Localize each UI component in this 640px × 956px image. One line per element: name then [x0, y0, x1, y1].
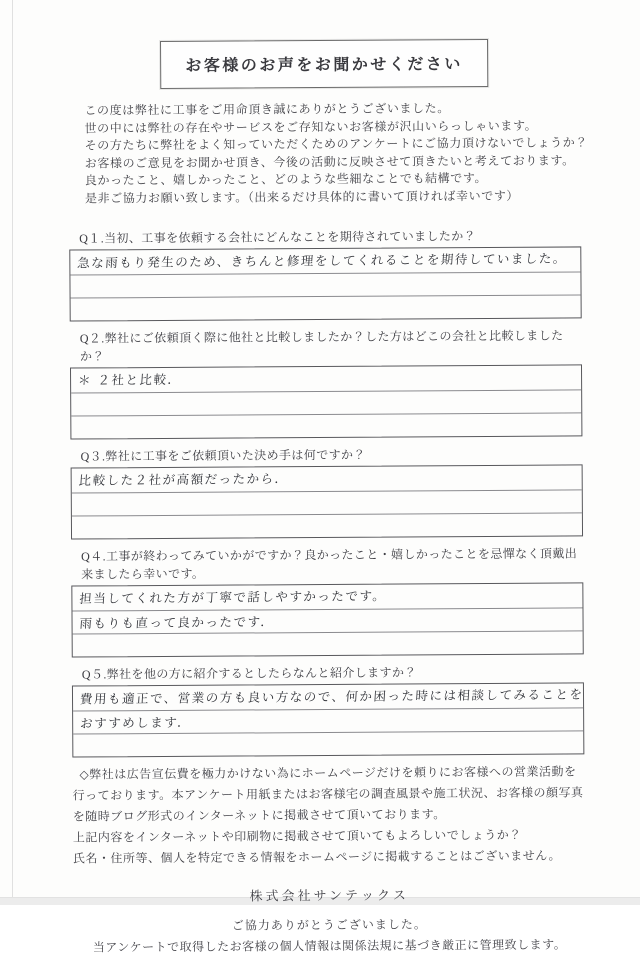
handwritten-answer-q4-line2: 雨もりも直って良かったです．	[79, 613, 276, 631]
closing-privacy-note: 当アンケートで取得したお客様の個人情報は関係法規に基づき厳正に管理致します。	[92, 937, 567, 955]
intro-line: 良かったこと、嬉しかったこと、どのような些細なことでも結構です。	[84, 171, 488, 188]
answer-row	[73, 730, 583, 756]
answer-row	[72, 512, 582, 538]
answer-row	[72, 583, 582, 610]
footer-note-line: 上記内容をインターネットや印刷物に掲載させて頂いてもよろしいでしょうか？	[72, 827, 522, 845]
answer-row	[73, 707, 583, 733]
answer-row	[70, 271, 580, 297]
question-label-q2: Q２.弊社にご依頼頂く際に他社と比較しましたか？した方はどこの会社と比較しましたか？	[79, 328, 564, 364]
question-label-q3: Q３.弊社に工事をご依頼頂いた決め手は何ですか？	[80, 447, 366, 464]
answer-box-q2	[70, 364, 582, 439]
answer-box-q1	[69, 246, 581, 321]
answer-row	[72, 465, 582, 492]
question-label-q5: Q５.弊社を他の方に紹介するとしたらなんと紹介しますか？	[81, 665, 417, 682]
answer-row	[71, 389, 581, 415]
intro-line: その方たちに弊社をよく知っていただくためのアンケートにご協力頂けないでしょうか？	[84, 135, 588, 153]
intro-paragraph	[84, 99, 588, 207]
handwritten-answer-q4: 担当してくれた方が丁寧で話しやすかったです。	[78, 588, 387, 607]
question-label-q1: Q１.当初、工事を依頼する会社にどんなことを期待されていましたか？	[79, 229, 477, 246]
questionnaire-sheet	[68, 38, 586, 955]
question-label-q4: Q４.工事が終わってみていかがですか？良かったこと・嬉しかったことを忌憚なく頂戴出来ましたら幸いです。	[81, 546, 578, 582]
question-q1	[69, 226, 582, 321]
answer-row	[72, 489, 582, 515]
footer-note	[72, 761, 585, 869]
scan-edge-left	[12, 0, 13, 905]
form-title-box	[160, 39, 488, 89]
question-q5	[72, 662, 585, 757]
handwritten-answer-q5-line2: おすすめします．	[79, 714, 192, 731]
question-q3	[70, 444, 583, 539]
answer-row	[71, 365, 581, 392]
handwritten-answer-q2: ＊ ２社と比較．	[77, 371, 183, 388]
closing-thanks: ご協力ありがとうございました。	[231, 917, 427, 933]
intro-line: お客様のご意見をお聞かせ頂き、今後の活動に反映させて頂きたいと考えております。	[84, 152, 575, 170]
intro-line: 世の中には弊社の存在やサービスをご存知ないお客様が沢山いらっしゃいます。	[84, 118, 538, 135]
handwritten-answer-q5: 費用も適正で、営業の方も良い方なので、何か困った時には相談してみることを	[79, 686, 585, 707]
answer-box-q4	[71, 582, 583, 657]
question-q4	[71, 544, 584, 657]
footer-note-line: 氏名・住所等、個人を特定できる情報をホームページに掲載することはございません。	[72, 848, 562, 866]
answer-row	[71, 412, 581, 438]
company-name: 株式会社サンテックス	[249, 887, 409, 904]
question-q2	[70, 326, 583, 439]
footer-note-line: を随時ブログ形式のインターネットに掲載させて頂いております。	[72, 807, 446, 824]
answer-row	[71, 294, 581, 320]
answer-row	[73, 683, 583, 710]
answer-box-q3	[71, 464, 583, 539]
answer-box-q5	[72, 682, 584, 757]
answer-row	[70, 247, 580, 274]
footer-note-line: 行っております。本アンケート用紙またはお客様宅の調査風景や施工状況、お客様の顔写真	[72, 785, 584, 803]
footer-note-line: ◇弊社は広告宣伝費を極力かけない為にホームページだけを頼りにお客様への営業活動を	[79, 764, 577, 782]
intro-line: この度は弊社に工事をご用命頂き誠にありがとうございました。	[84, 101, 450, 118]
answer-row	[72, 607, 582, 633]
intro-line: 是非ご協力お願い致します。（出来るだけ具体的に書いて頂ければ幸いです）	[84, 188, 520, 205]
handwritten-answer-q3: 比較した２社が高額だったから．	[78, 470, 290, 488]
handwritten-answer-q1: 急な雨もり発生のため、きちんと修理をしてくれることを期待していました。	[76, 250, 568, 271]
form-title: お客様のお声をお聞かせください	[185, 56, 463, 75]
answer-row	[73, 630, 583, 656]
